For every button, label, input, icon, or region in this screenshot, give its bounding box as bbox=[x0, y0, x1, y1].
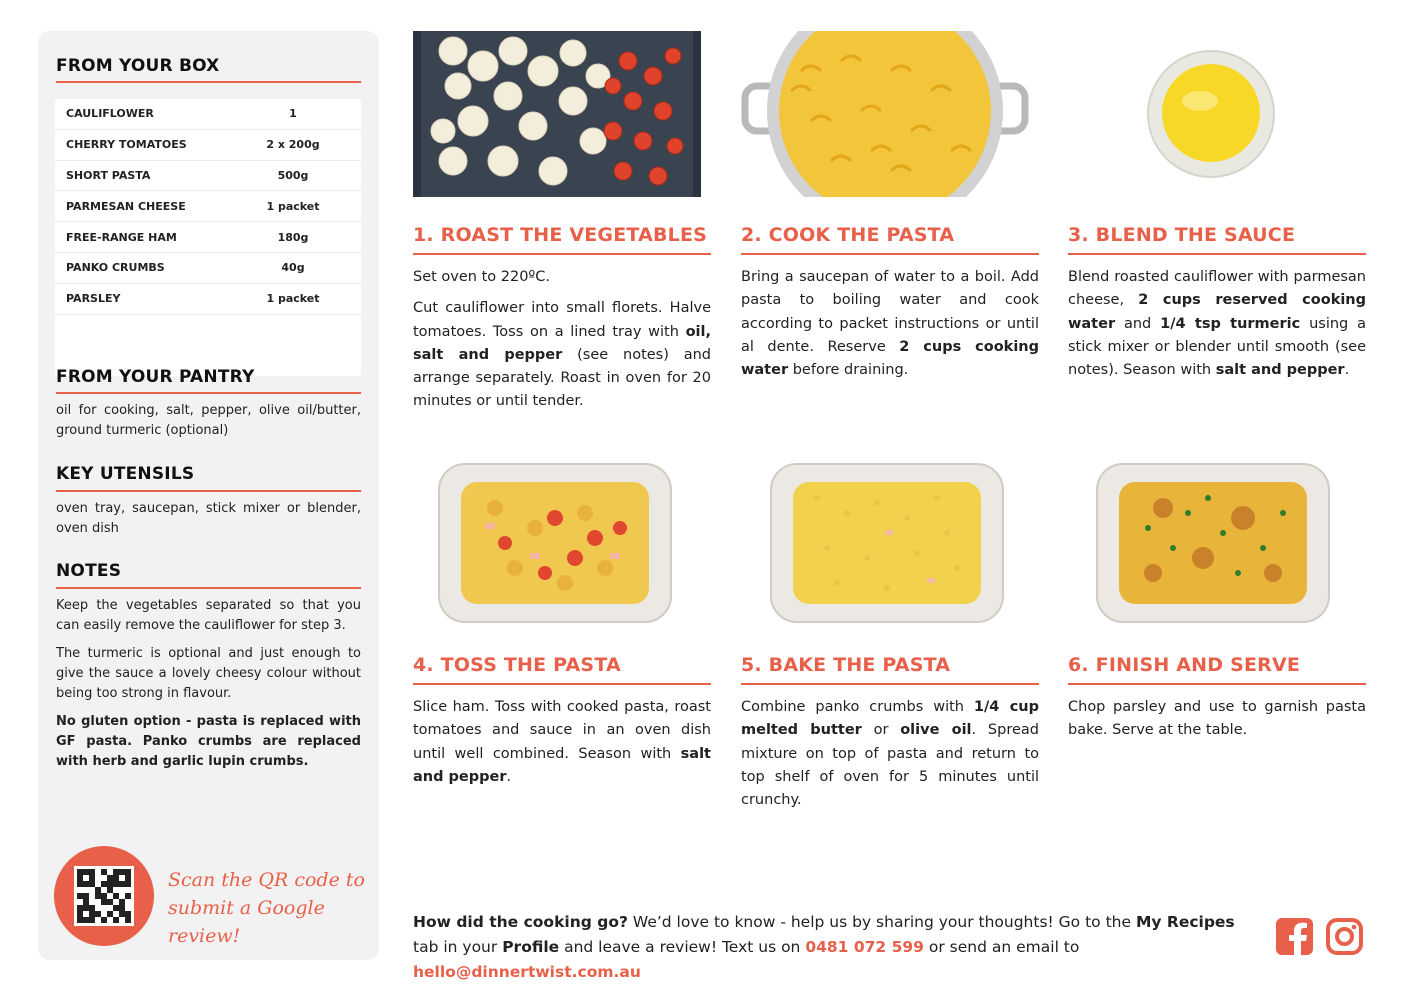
step-2-title: 2. COOK THE PASTA bbox=[741, 224, 955, 246]
instagram-icon[interactable] bbox=[1326, 918, 1363, 955]
divider bbox=[741, 253, 1039, 255]
pantry-heading: FROM YOUR PANTRY bbox=[56, 367, 255, 387]
divider bbox=[1068, 683, 1366, 685]
roast-vegetables-photo bbox=[413, 31, 701, 197]
footer-question: How did the cooking go? bbox=[413, 913, 628, 931]
ingredient-qty: 1 bbox=[289, 107, 297, 121]
step-1-text-1: Set oven to 220ºC. bbox=[413, 269, 550, 285]
step-1-body bbox=[413, 266, 711, 422]
step-5-body bbox=[741, 696, 1039, 820]
ingredient-row bbox=[55, 130, 361, 161]
facebook-icon[interactable] bbox=[1276, 918, 1313, 955]
ingredient-row bbox=[55, 284, 361, 315]
ingredient-qty: 1 packet bbox=[266, 199, 320, 213]
divider bbox=[56, 587, 361, 589]
ingredient-qty: 180g bbox=[277, 230, 309, 244]
step-3-text: Blend roasted cauliflower with parmesan cheese, 2 cups reserved cooking water and 1/4 tsp turmeric using a stick mixer or blender until smooth (see notes). Season with salt and pepper. bbox=[1068, 269, 1367, 379]
step-4-text: Slice ham. Toss with cooked pasta, roast tomatoes and sauce in an oven dish until well combined. Season with salt and pepper. bbox=[413, 699, 711, 785]
bake-pasta-photo bbox=[767, 458, 1007, 628]
ingredient-name: FREE-RANGE HAM bbox=[66, 230, 177, 244]
blend-sauce-photo bbox=[1068, 31, 1366, 197]
divider bbox=[741, 683, 1039, 685]
notes-heading: NOTES bbox=[56, 561, 122, 581]
from-your-box-heading: FROM YOUR BOX bbox=[56, 56, 220, 76]
step-2-text: Bring a saucepan of water to a boil. Add pasta to boiling water and cook according to packet instructions or until al dente. Reserve 2 cups cooking water before draining. bbox=[741, 269, 1039, 379]
phone-link[interactable]: 0481 072 599 bbox=[805, 938, 924, 956]
step-3-title: 3. BLEND THE SAUCE bbox=[1068, 224, 1296, 246]
ingredient-qty: 40g bbox=[281, 261, 305, 275]
qr-module bbox=[125, 917, 131, 923]
divider bbox=[56, 81, 361, 83]
ingredient-row bbox=[55, 222, 361, 253]
ingredient-row bbox=[55, 161, 361, 192]
step-4-body bbox=[413, 696, 711, 797]
step-1-title: 1. ROAST THE VEGETABLES bbox=[413, 224, 708, 246]
finish-serve-photo bbox=[1093, 458, 1333, 628]
step-6-title: 6. FINISH AND SERVE bbox=[1068, 654, 1301, 676]
notes-text-gluten: No gluten option - pasta is replaced with GF pasta. Panko crumbs are replaced with herb and garlic lupin crumbs. bbox=[56, 714, 361, 769]
ingredient-name: CHERRY TOMATOES bbox=[66, 138, 187, 152]
step-4-title: 4. TOSS THE PASTA bbox=[413, 654, 621, 676]
step-5-title: 5. BAKE THE PASTA bbox=[741, 654, 951, 676]
notes-text-1: Keep the vegetables separated so that you can easily remove the cauliflower for step 3. bbox=[56, 598, 361, 633]
my-recipes-link: My Recipes bbox=[1135, 913, 1235, 931]
step-5-text: Combine panko crumbs with 1/4 cup melted butter or olive oil. Spread mixture on top of pasta and return to top shelf of oven for 5 minutes until crunchy. bbox=[741, 699, 1040, 809]
step-3-body bbox=[1068, 266, 1366, 390]
ingredient-row bbox=[55, 99, 361, 130]
ingredient-name: SHORT PASTA bbox=[66, 168, 151, 182]
ingredient-name: PARSLEY bbox=[66, 292, 121, 306]
profile-link: Profile bbox=[502, 938, 560, 956]
notes-text-2: The turmeric is optional and just enough to give the sauce a lovely cheesy colour without being too strong in flavour. bbox=[56, 646, 361, 701]
qr-cta-line-2: submit a Google review! bbox=[168, 897, 325, 947]
ingredient-name: CAULIFLOWER bbox=[66, 107, 154, 121]
utensils-text: oven tray, saucepan, stick mixer or blender, oven dish bbox=[56, 501, 361, 536]
utensils-heading: KEY UTENSILS bbox=[56, 464, 195, 484]
step-6-text: Chop parsley and use to garnish pasta bake. Serve at the table. bbox=[1068, 699, 1366, 739]
ingredient-qty: 500g bbox=[277, 168, 309, 182]
ingredients-table bbox=[55, 99, 361, 376]
ingredient-name: PANKO CRUMBS bbox=[66, 261, 165, 275]
ingredient-qty: 2 x 200g bbox=[266, 138, 320, 152]
qr-pattern bbox=[77, 869, 131, 923]
step-1-text-2: Cut cauliflower into small florets. Halve tomatoes. Toss on a lined tray with oil, salt and pepper (see notes) and arrange separately. Roast in oven for 20 minutes or until tender. bbox=[413, 300, 711, 410]
feedback-footer: How did the cooking go? We’d love to know - help us by sharing your thoughts! Go to the My Recipes tab in your Profile and leave a review! Text us on 0481 072 599 or send an email to hello@dinnertwist.com.au bbox=[413, 913, 1235, 981]
divider bbox=[413, 683, 711, 685]
qr-cta-line-1: Scan the QR code to bbox=[168, 869, 365, 891]
ingredient-row bbox=[55, 253, 361, 284]
qr-code[interactable] bbox=[74, 866, 134, 926]
divider bbox=[56, 392, 361, 394]
step-6-body bbox=[1068, 696, 1366, 751]
ingredient-row bbox=[55, 191, 361, 222]
step-2-body bbox=[741, 266, 1039, 390]
qr-badge bbox=[54, 846, 154, 946]
qr-call-to-action bbox=[168, 866, 368, 950]
pantry-text: oil for cooking, salt, pepper, olive oil/butter, ground turmeric (optional) bbox=[56, 403, 361, 438]
sidebar-panel bbox=[38, 31, 379, 960]
ingredient-name: PARMESAN CHEESE bbox=[66, 199, 186, 213]
divider bbox=[1068, 253, 1366, 255]
ingredient-qty: 1 packet bbox=[266, 292, 320, 306]
cook-pasta-photo bbox=[741, 31, 1029, 197]
email-link[interactable]: hello@dinnertwist.com.au bbox=[413, 963, 641, 981]
divider bbox=[413, 253, 711, 255]
divider bbox=[56, 490, 361, 492]
toss-pasta-photo bbox=[435, 458, 675, 628]
